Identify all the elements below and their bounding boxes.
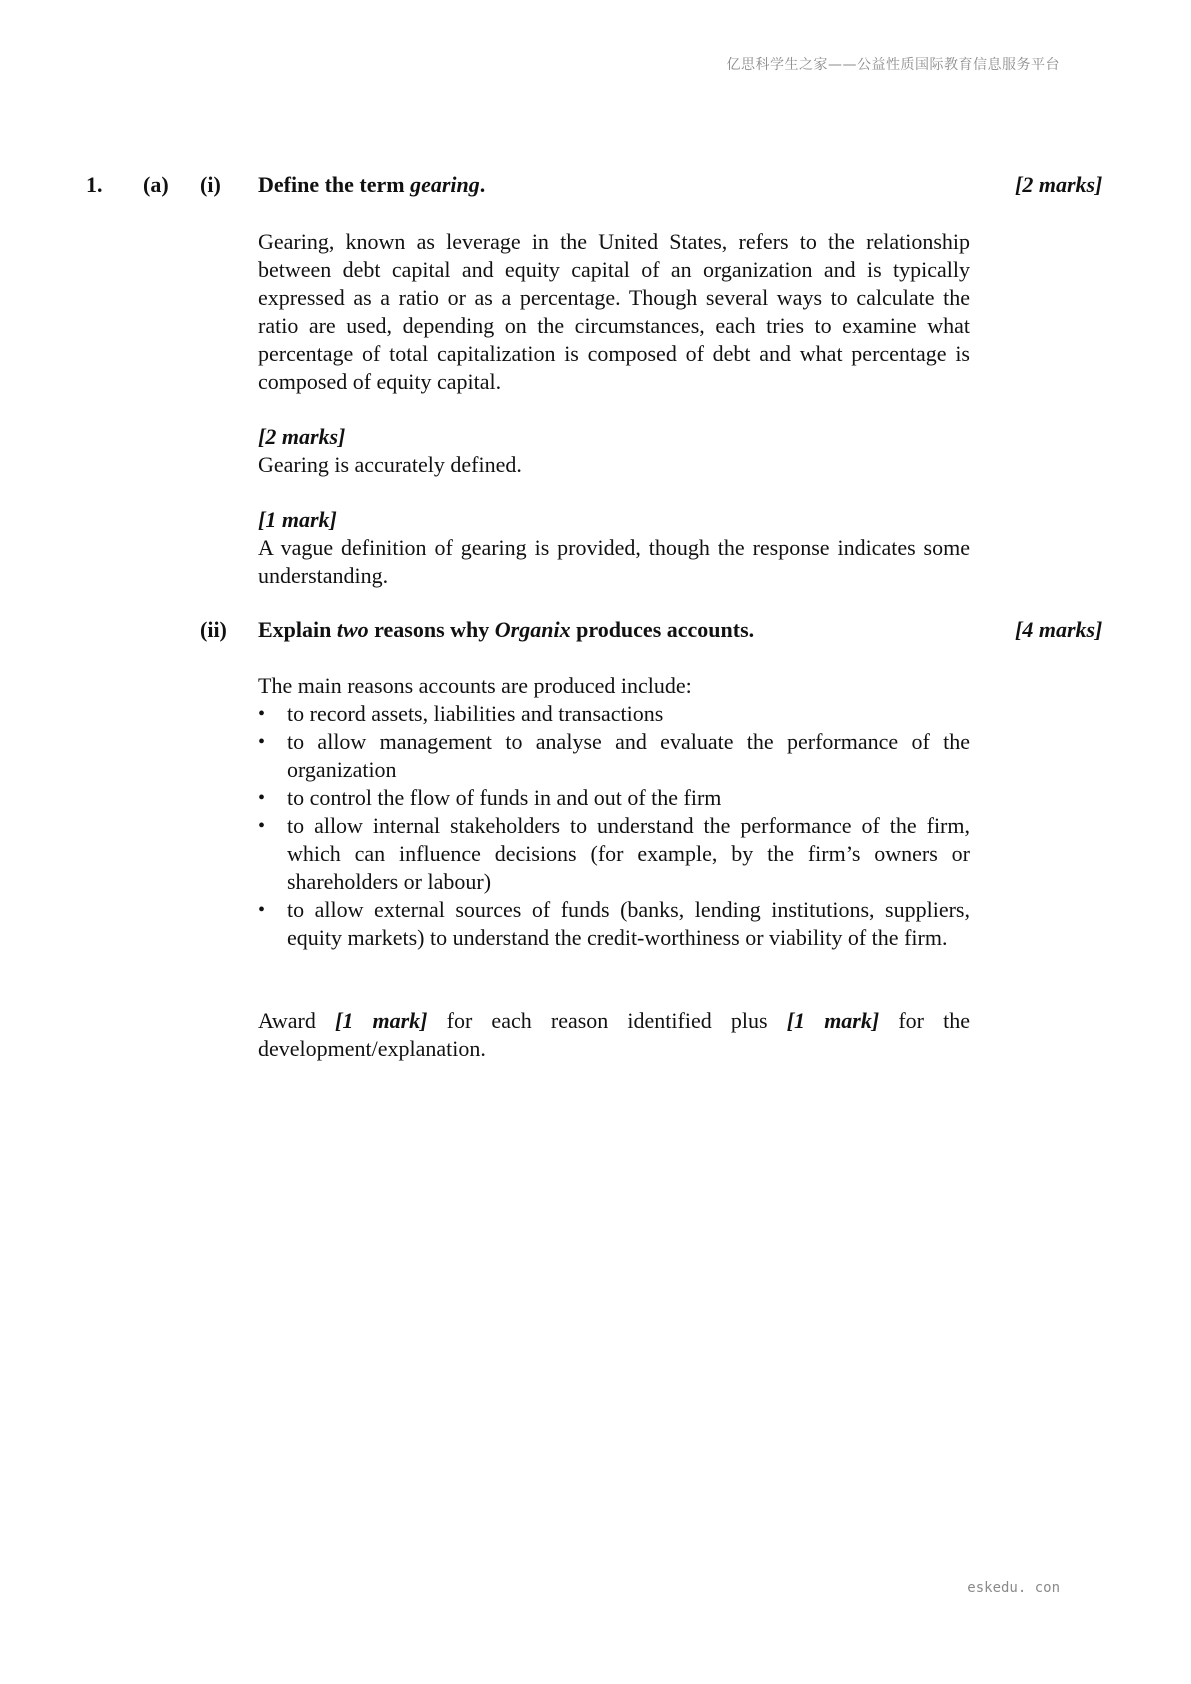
gearing-answer-paragraph: Gearing, known as leverage in the United States, refers to the relationship between debt capital and equity capital of an organization and is typically expressed as a ratio or as a percentage. Though several ways to calculate the ratio are used, depending on the circumstances, each tries to examine what percentage of total capitalization is composed of debt and what percentage is composed of equity capital. (258, 229, 970, 394)
list-item: • to record assets, liabilities and transactions (258, 700, 970, 728)
criterion-text: A vague definition of gearing is provided, though the response indicates some understanding. (258, 535, 970, 588)
page-header-watermark: 亿思科学生之家——公益性质国际教育信息服务平台 (726, 57, 1060, 73)
subquestion-ii-heading: Explain two reasons why Organix produces accounts. (258, 617, 755, 642)
subquestion-ii-label: (ii) (200, 617, 227, 642)
subquestion-i-marks: [2 marks] (1015, 172, 1103, 197)
subquestion-i-heading: Define the term gearing. (258, 172, 486, 197)
criterion-marks-label: [1 mark] (258, 507, 337, 532)
award-instructions: Award [1 mark] for each reason identified plus [1 mark] for the development/explanation. (258, 1008, 971, 1061)
list-item: • to allow external sources of funds (banks, lending institutions, suppliers, equity markets) to understand the credit-worthiness or viability of the firm. (258, 896, 970, 952)
reasons-list (258, 700, 970, 952)
list-item: • to allow management to analyse and evaluate the performance of the organization (258, 728, 970, 784)
question-number: 1. (86, 172, 103, 197)
criterion-marks-label: [2 marks] (258, 424, 346, 449)
criterion-2-marks (258, 423, 970, 479)
subquestion-i-label: (i) (200, 172, 221, 197)
list-item: • to control the flow of funds in and out of the firm (258, 784, 970, 812)
reasons-intro: The main reasons accounts are produced include: (258, 673, 692, 698)
subquestion-ii-marks: [4 marks] (1015, 617, 1103, 642)
page-footer-watermark: eskedu. con (967, 1580, 1060, 1596)
question-part-label: (a) (143, 172, 169, 197)
criterion-text: Gearing is accurately defined. (258, 452, 522, 477)
list-item: • to allow internal stakeholders to understand the performance of the firm, which can influence decisions (for example, by the firm’s owners or shareholders or labour) (258, 812, 970, 896)
criterion-1-mark (258, 506, 970, 590)
